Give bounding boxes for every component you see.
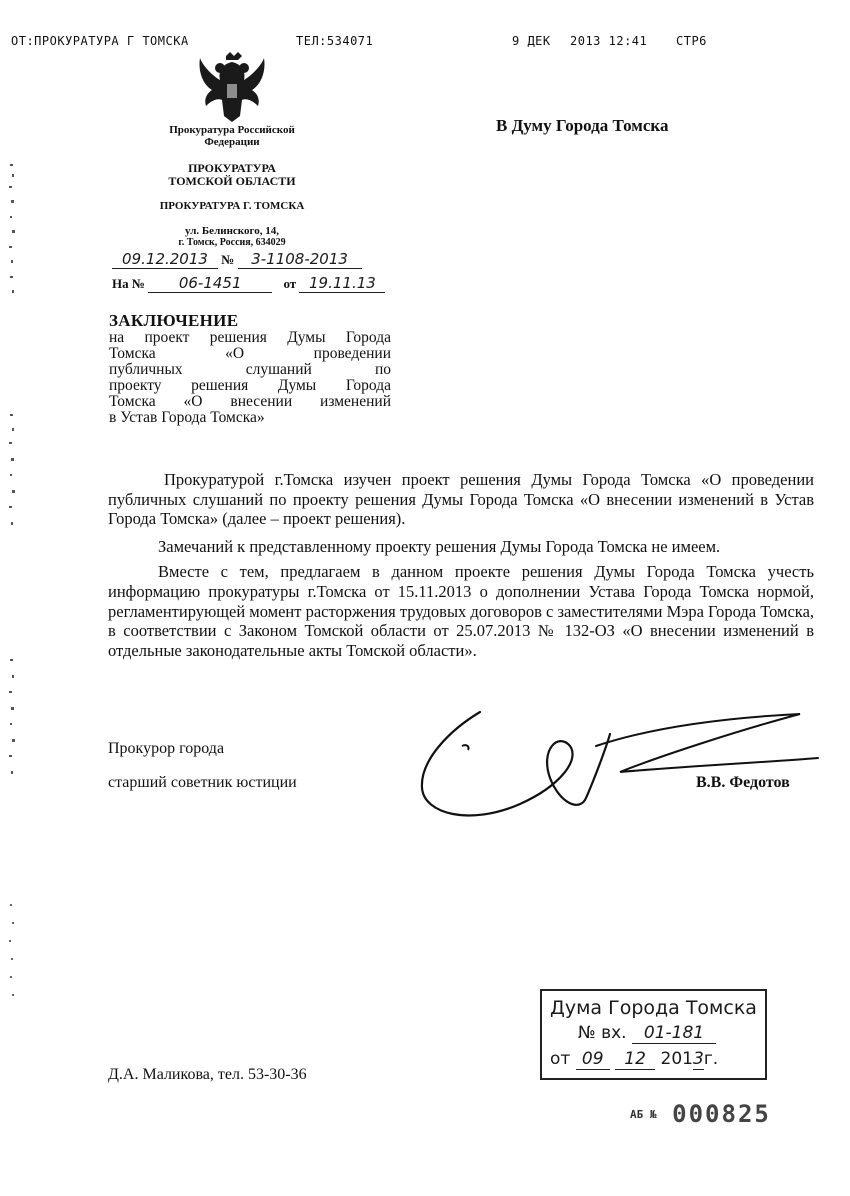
fax-from: ОТ:ПРОКУРАТУРА Г ТОМСКА <box>11 34 189 48</box>
scan-edge-artifact <box>8 160 18 300</box>
document-title-block <box>109 311 391 426</box>
stamp-date-row <box>550 1049 718 1070</box>
outgoing-date: 09.12.2013 <box>112 250 218 269</box>
stamp-day: 09 <box>576 1049 610 1070</box>
body-text <box>108 470 814 660</box>
scan-edge-artifact <box>8 410 18 540</box>
body-paragraph-3: Вместе с тем, предлагаем в данном проекте решения Думы Города Томска учесть информацию прокуратуры г.Томска от 15.11.2013 о дополнении Устава Города Томска нормой, регламентирующей момент расторжения трудовых договоров с заместителями Мэра Города Томска, в соответствии с Законом Томской области от 25.07.2013 № 132-ОЗ «О внесении изменений в отдельные законодательные акты Томской области». <box>108 562 815 660</box>
in-reply-number: 06-1451 <box>148 274 272 293</box>
title-line: публичных слушаний по <box>109 361 391 378</box>
signer-position-2: старший советник юстиции <box>108 774 297 791</box>
body-paragraph-1: Прокуратурой г.Томска изучен проект решения Думы Города Томска «О проведении публичных слушаний по проекту решения Думы Города Томска «О внесении изменений в Устав Города Томска» (далее – проект решения). <box>108 470 814 529</box>
executor-contact: Д.А. Маликова, тел. 53-30-36 <box>108 1066 307 1083</box>
signer-name: В.В. Федотов <box>696 774 790 791</box>
in-reply-date: 19.11.13 <box>299 274 385 293</box>
in-reply-registration <box>112 274 385 293</box>
title-line: Томска «О проведении <box>109 345 391 362</box>
signer-position-1: Прокурор города <box>108 740 225 757</box>
serial-value: 000825 <box>672 1100 771 1128</box>
letterhead-line-5: ПРОКУРАТУРА Г. ТОМСКА <box>159 200 305 212</box>
stamp-year-suffix: 3 <box>692 1049 704 1069</box>
fax-header <box>0 34 850 50</box>
scan-edge-artifact <box>8 900 18 1010</box>
stamp-title: Дума Города Томска <box>550 997 757 1019</box>
stamp-in-number: 01-181 <box>632 1023 716 1044</box>
stamp-from-label: от <box>550 1049 571 1069</box>
fax-year-time: 2013 12:41 <box>570 34 648 48</box>
title-line: Томска «О внесении изменений <box>109 393 391 410</box>
letterhead-line-4: ТОМСКОЙ ОБЛАСТИ <box>168 174 296 188</box>
outgoing-registration <box>112 250 362 269</box>
in-reply-label: На № <box>112 276 145 291</box>
stamp-month: 12 <box>615 1049 655 1070</box>
letterhead-line-6: ул. Белинского, 14, <box>185 225 279 237</box>
body-paragraph-2: Замечаний к представленному проекту решения Думы Города Томска не имеем. <box>158 536 721 556</box>
title-line: в Устав Города Томска» <box>109 409 265 426</box>
letterhead-line-1: Прокуратура Российской <box>169 124 295 136</box>
letterhead-line-3: ПРОКУРАТУРА <box>188 161 276 175</box>
serial-prefix: АБ № <box>630 1107 657 1121</box>
scan-edge-artifact <box>8 655 18 780</box>
letterhead-line-7: г. Томск, Россия, 634029 <box>178 237 286 248</box>
document-heading: ЗАКЛЮЧЕНИЕ <box>109 311 239 330</box>
outgoing-number: 3-1108-2013 <box>238 250 362 269</box>
stamp-incoming-number-row <box>578 1023 716 1044</box>
handwritten-signature <box>410 700 830 830</box>
serial-number <box>630 1100 771 1128</box>
stamp-in-label: № вх. <box>578 1023 627 1043</box>
addressee: В Думу Города Томска <box>496 116 669 135</box>
number-label: № <box>221 252 235 267</box>
fax-phone: ТЕЛ:534071 <box>296 34 374 48</box>
fax-page: СТР6 <box>676 34 707 48</box>
title-line: проекту решения Думы Города <box>109 377 391 394</box>
incoming-registration-stamp <box>540 989 767 1080</box>
fax-date: 9 ДЕК <box>512 34 551 48</box>
stamp-year-prefix: 201 <box>660 1049 693 1069</box>
letterhead-line-2: Федерации <box>204 136 260 148</box>
stamp-year-unit: г. <box>703 1049 719 1069</box>
in-reply-from-label: от <box>283 276 297 291</box>
coat-of-arms-emblem <box>196 50 268 124</box>
title-line: на проект решения Думы Города <box>109 329 391 346</box>
